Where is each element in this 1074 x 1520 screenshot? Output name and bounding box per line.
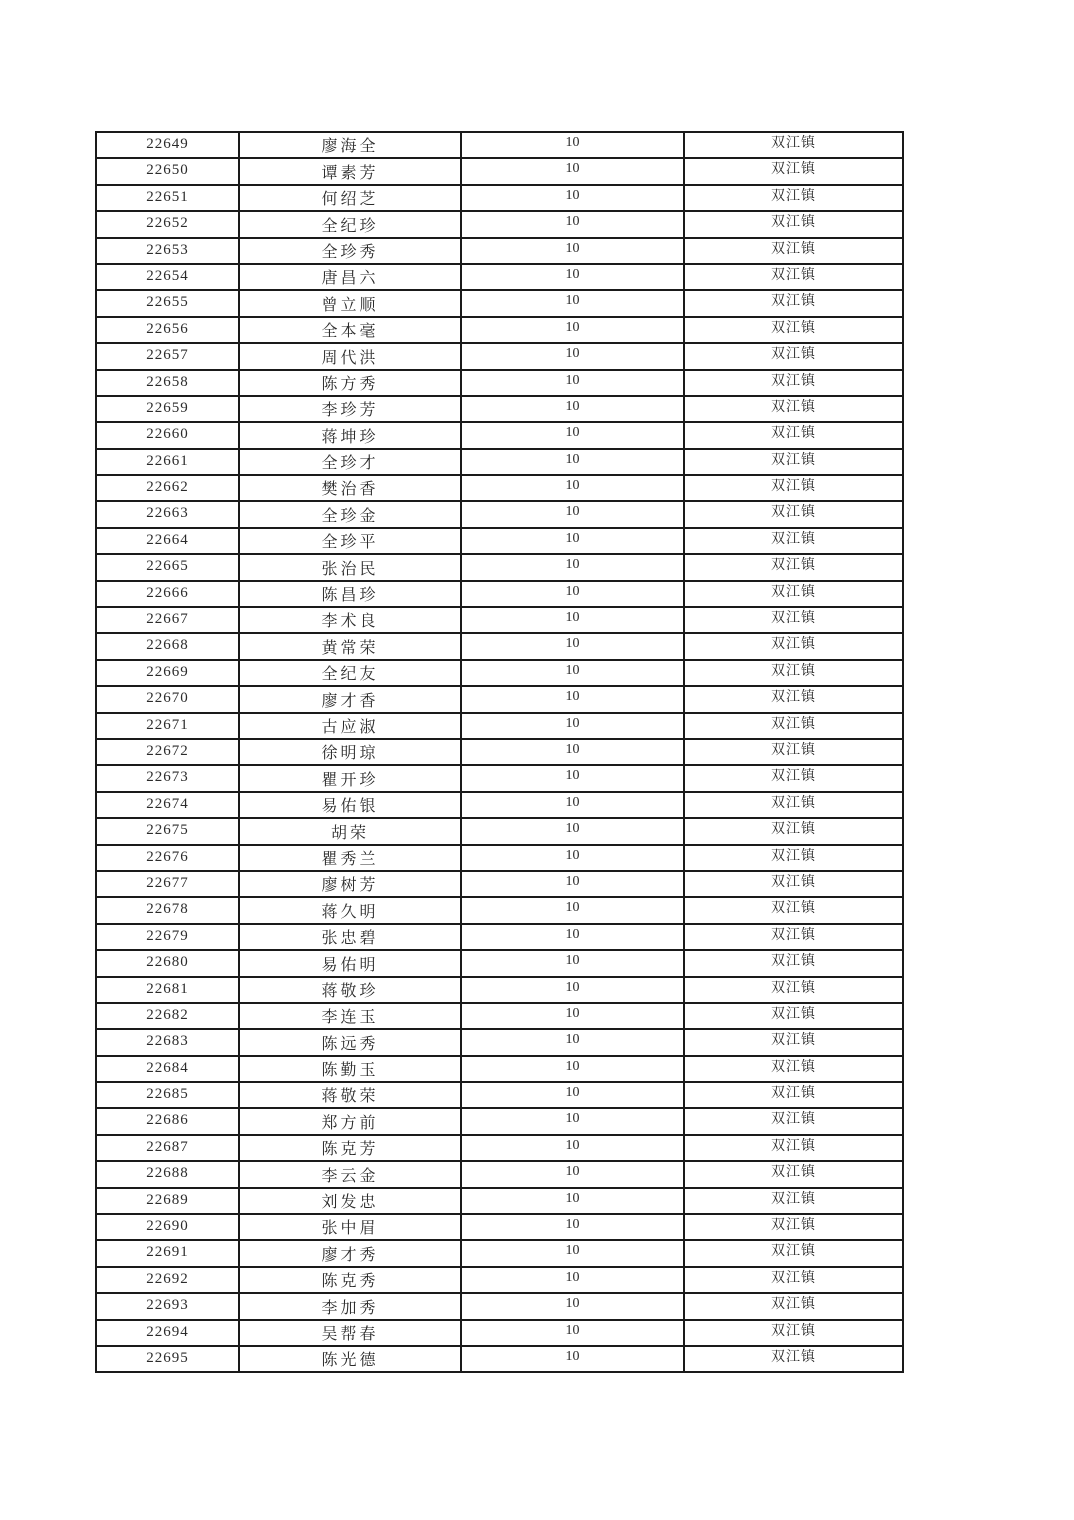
- cell-id: 22675: [96, 818, 239, 844]
- cell-town: 双江镇: [684, 897, 903, 923]
- cell-value: 10: [461, 977, 684, 1003]
- table-row: [96, 581, 903, 607]
- cell-value: 10: [461, 792, 684, 818]
- cell-id: 22666: [96, 581, 239, 607]
- cell-name: 蒋久明: [239, 897, 461, 923]
- cell-value: 10: [461, 686, 684, 712]
- cell-id: 22654: [96, 264, 239, 290]
- cell-name: 樊治香: [239, 475, 461, 501]
- cell-town: 双江镇: [684, 158, 903, 184]
- cell-name: 廖树芳: [239, 871, 461, 897]
- cell-name: 陈光德: [239, 1346, 461, 1372]
- cell-town: 双江镇: [684, 1346, 903, 1372]
- cell-id: 22657: [96, 343, 239, 369]
- cell-id: 22662: [96, 475, 239, 501]
- cell-name: 廖才香: [239, 686, 461, 712]
- cell-value: 10: [461, 581, 684, 607]
- cell-value: 10: [461, 317, 684, 343]
- table-row: [96, 713, 903, 739]
- table-row: [96, 1293, 903, 1319]
- table-row: [96, 871, 903, 897]
- cell-name: 曾立顺: [239, 290, 461, 316]
- cell-name: 何绍芝: [239, 185, 461, 211]
- cell-name: 吴帮春: [239, 1320, 461, 1346]
- table-row: [96, 1003, 903, 1029]
- cell-name: 全本毫: [239, 317, 461, 343]
- cell-name: 郑方前: [239, 1108, 461, 1134]
- cell-id: 22684: [96, 1056, 239, 1082]
- cell-value: 10: [461, 501, 684, 527]
- cell-town: 双江镇: [684, 845, 903, 871]
- cell-town: 双江镇: [684, 238, 903, 264]
- cell-id: 22650: [96, 158, 239, 184]
- cell-name: 李术良: [239, 607, 461, 633]
- cell-name: 陈克秀: [239, 1267, 461, 1293]
- table-row: [96, 1056, 903, 1082]
- table-row: [96, 897, 903, 923]
- cell-value: 10: [461, 950, 684, 976]
- cell-town: 双江镇: [684, 1108, 903, 1134]
- table-row: [96, 1161, 903, 1187]
- cell-town: 双江镇: [684, 1240, 903, 1266]
- cell-name: 谭素芳: [239, 158, 461, 184]
- cell-name: 廖才秀: [239, 1240, 461, 1266]
- cell-value: 10: [461, 739, 684, 765]
- cell-town: 双江镇: [684, 1003, 903, 1029]
- cell-town: 双江镇: [684, 449, 903, 475]
- cell-value: 10: [461, 1214, 684, 1240]
- cell-town: 双江镇: [684, 1320, 903, 1346]
- cell-name: 陈方秀: [239, 370, 461, 396]
- cell-id: 22652: [96, 211, 239, 237]
- cell-name: 全珍平: [239, 528, 461, 554]
- cell-value: 10: [461, 713, 684, 739]
- cell-id: 22689: [96, 1188, 239, 1214]
- cell-name: 徐明琼: [239, 739, 461, 765]
- cell-town: 双江镇: [684, 1029, 903, 1055]
- cell-town: 双江镇: [684, 343, 903, 369]
- cell-name: 蒋坤珍: [239, 422, 461, 448]
- cell-name: 蒋敬珍: [239, 977, 461, 1003]
- cell-town: 双江镇: [684, 370, 903, 396]
- cell-town: 双江镇: [684, 950, 903, 976]
- cell-value: 10: [461, 449, 684, 475]
- cell-value: 10: [461, 528, 684, 554]
- cell-name: 张治民: [239, 554, 461, 580]
- cell-value: 10: [461, 1293, 684, 1319]
- table-row: [96, 950, 903, 976]
- cell-value: 10: [461, 1267, 684, 1293]
- cell-value: 10: [461, 818, 684, 844]
- cell-id: 22690: [96, 1214, 239, 1240]
- cell-id: 22693: [96, 1293, 239, 1319]
- cell-town: 双江镇: [684, 528, 903, 554]
- table-row: [96, 1346, 903, 1372]
- cell-town: 双江镇: [684, 924, 903, 950]
- cell-town: 双江镇: [684, 317, 903, 343]
- cell-name: 陈昌珍: [239, 581, 461, 607]
- table-row: [96, 317, 903, 343]
- cell-id: 22678: [96, 897, 239, 923]
- records-table: [95, 131, 904, 1373]
- cell-name: 易佑明: [239, 950, 461, 976]
- cell-town: 双江镇: [684, 501, 903, 527]
- table-row: [96, 475, 903, 501]
- cell-name: 蒋敬荣: [239, 1082, 461, 1108]
- cell-value: 10: [461, 1135, 684, 1161]
- table-row: [96, 501, 903, 527]
- table-row: [96, 660, 903, 686]
- table-row: [96, 238, 903, 264]
- cell-name: 全纪友: [239, 660, 461, 686]
- cell-id: 22695: [96, 1346, 239, 1372]
- table-row: [96, 792, 903, 818]
- cell-id: 22685: [96, 1082, 239, 1108]
- cell-value: 10: [461, 924, 684, 950]
- cell-value: 10: [461, 607, 684, 633]
- table-row: [96, 924, 903, 950]
- cell-id: 22688: [96, 1161, 239, 1187]
- cell-value: 10: [461, 158, 684, 184]
- cell-name: 易佑银: [239, 792, 461, 818]
- cell-value: 10: [461, 1003, 684, 1029]
- table-row: [96, 264, 903, 290]
- cell-name: 陈远秀: [239, 1029, 461, 1055]
- cell-town: 双江镇: [684, 713, 903, 739]
- cell-town: 双江镇: [684, 765, 903, 791]
- cell-town: 双江镇: [684, 185, 903, 211]
- records-table-body: [96, 132, 903, 1372]
- cell-id: 22683: [96, 1029, 239, 1055]
- table-row: [96, 158, 903, 184]
- cell-town: 双江镇: [684, 686, 903, 712]
- table-row: [96, 607, 903, 633]
- cell-id: 22653: [96, 238, 239, 264]
- cell-town: 双江镇: [684, 607, 903, 633]
- cell-town: 双江镇: [684, 581, 903, 607]
- cell-town: 双江镇: [684, 1293, 903, 1319]
- cell-value: 10: [461, 343, 684, 369]
- cell-id: 22665: [96, 554, 239, 580]
- table-row: [96, 528, 903, 554]
- cell-town: 双江镇: [684, 290, 903, 316]
- cell-town: 双江镇: [684, 818, 903, 844]
- cell-value: 10: [461, 264, 684, 290]
- cell-id: 22659: [96, 396, 239, 422]
- cell-name: 刘发忠: [239, 1188, 461, 1214]
- cell-value: 10: [461, 1108, 684, 1134]
- table-row: [96, 1108, 903, 1134]
- cell-town: 双江镇: [684, 1082, 903, 1108]
- cell-town: 双江镇: [684, 739, 903, 765]
- cell-id: 22687: [96, 1135, 239, 1161]
- table-row: [96, 554, 903, 580]
- cell-id: 22651: [96, 185, 239, 211]
- cell-town: 双江镇: [684, 1214, 903, 1240]
- cell-value: 10: [461, 1056, 684, 1082]
- table-row: [96, 1082, 903, 1108]
- cell-value: 10: [461, 370, 684, 396]
- cell-town: 双江镇: [684, 1135, 903, 1161]
- cell-id: 22664: [96, 528, 239, 554]
- cell-town: 双江镇: [684, 1188, 903, 1214]
- cell-town: 双江镇: [684, 211, 903, 237]
- cell-town: 双江镇: [684, 554, 903, 580]
- cell-town: 双江镇: [684, 1161, 903, 1187]
- cell-id: 22680: [96, 950, 239, 976]
- cell-id: 22692: [96, 1267, 239, 1293]
- cell-id: 22663: [96, 501, 239, 527]
- cell-value: 10: [461, 871, 684, 897]
- table-row: [96, 1188, 903, 1214]
- cell-value: 10: [461, 845, 684, 871]
- cell-id: 22691: [96, 1240, 239, 1266]
- cell-town: 双江镇: [684, 660, 903, 686]
- cell-value: 10: [461, 765, 684, 791]
- table-row: [96, 449, 903, 475]
- cell-value: 10: [461, 1346, 684, 1372]
- cell-value: 10: [461, 211, 684, 237]
- cell-value: 10: [461, 290, 684, 316]
- cell-id: 22672: [96, 739, 239, 765]
- cell-name: 张忠碧: [239, 924, 461, 950]
- cell-name: 李珍芳: [239, 396, 461, 422]
- cell-name: 黄常荣: [239, 633, 461, 659]
- table-row: [96, 739, 903, 765]
- table-row: [96, 211, 903, 237]
- cell-name: 唐昌六: [239, 264, 461, 290]
- cell-id: 22677: [96, 871, 239, 897]
- table-row: [96, 818, 903, 844]
- table-row: [96, 343, 903, 369]
- cell-town: 双江镇: [684, 1056, 903, 1082]
- cell-value: 10: [461, 396, 684, 422]
- cell-value: 10: [461, 1240, 684, 1266]
- cell-name: 陈勤玉: [239, 1056, 461, 1082]
- cell-id: 22681: [96, 977, 239, 1003]
- cell-value: 10: [461, 554, 684, 580]
- table-row: [96, 977, 903, 1003]
- cell-name: 全纪珍: [239, 211, 461, 237]
- cell-id: 22671: [96, 713, 239, 739]
- cell-id: 22658: [96, 370, 239, 396]
- cell-value: 10: [461, 1188, 684, 1214]
- table-row: [96, 290, 903, 316]
- cell-id: 22679: [96, 924, 239, 950]
- cell-value: 10: [461, 897, 684, 923]
- cell-id: 22676: [96, 845, 239, 871]
- cell-name: 瞿秀兰: [239, 845, 461, 871]
- table-row: [96, 633, 903, 659]
- table-row: [96, 845, 903, 871]
- cell-value: 10: [461, 1082, 684, 1108]
- cell-id: 22669: [96, 660, 239, 686]
- cell-id: 22661: [96, 449, 239, 475]
- cell-town: 双江镇: [684, 132, 903, 158]
- cell-id: 22667: [96, 607, 239, 633]
- table-row: [96, 422, 903, 448]
- table-row: [96, 1135, 903, 1161]
- cell-id: 22682: [96, 1003, 239, 1029]
- cell-id: 22694: [96, 1320, 239, 1346]
- cell-id: 22660: [96, 422, 239, 448]
- cell-value: 10: [461, 660, 684, 686]
- cell-id: 22655: [96, 290, 239, 316]
- cell-name: 李加秀: [239, 1293, 461, 1319]
- cell-id: 22649: [96, 132, 239, 158]
- table-row: [96, 1240, 903, 1266]
- cell-id: 22686: [96, 1108, 239, 1134]
- cell-value: 10: [461, 1029, 684, 1055]
- table-row: [96, 1320, 903, 1346]
- cell-value: 10: [461, 1320, 684, 1346]
- cell-value: 10: [461, 475, 684, 501]
- cell-value: 10: [461, 422, 684, 448]
- cell-id: 22656: [96, 317, 239, 343]
- table-row: [96, 1267, 903, 1293]
- cell-name: 陈克芳: [239, 1135, 461, 1161]
- cell-name: 古应淑: [239, 713, 461, 739]
- cell-name: 周代洪: [239, 343, 461, 369]
- cell-value: 10: [461, 1161, 684, 1187]
- table-row: [96, 132, 903, 158]
- cell-id: 22670: [96, 686, 239, 712]
- cell-town: 双江镇: [684, 475, 903, 501]
- cell-value: 10: [461, 633, 684, 659]
- cell-name: 胡荣: [239, 818, 461, 844]
- cell-id: 22668: [96, 633, 239, 659]
- cell-value: 10: [461, 132, 684, 158]
- cell-town: 双江镇: [684, 1267, 903, 1293]
- cell-id: 22674: [96, 792, 239, 818]
- cell-name: 瞿开珍: [239, 765, 461, 791]
- cell-town: 双江镇: [684, 977, 903, 1003]
- table-row: [96, 1029, 903, 1055]
- cell-name: 廖海全: [239, 132, 461, 158]
- cell-id: 22673: [96, 765, 239, 791]
- table-row: [96, 396, 903, 422]
- table-row: [96, 686, 903, 712]
- cell-name: 全珍秀: [239, 238, 461, 264]
- cell-town: 双江镇: [684, 792, 903, 818]
- cell-town: 双江镇: [684, 633, 903, 659]
- cell-town: 双江镇: [684, 264, 903, 290]
- cell-town: 双江镇: [684, 871, 903, 897]
- cell-name: 李云金: [239, 1161, 461, 1187]
- table-row: [96, 370, 903, 396]
- cell-name: 张中眉: [239, 1214, 461, 1240]
- cell-town: 双江镇: [684, 422, 903, 448]
- cell-name: 李连玉: [239, 1003, 461, 1029]
- cell-value: 10: [461, 185, 684, 211]
- table-row: [96, 185, 903, 211]
- cell-value: 10: [461, 238, 684, 264]
- cell-name: 全珍才: [239, 449, 461, 475]
- cell-name: 全珍金: [239, 501, 461, 527]
- cell-town: 双江镇: [684, 396, 903, 422]
- table-row: [96, 1214, 903, 1240]
- table-row: [96, 765, 903, 791]
